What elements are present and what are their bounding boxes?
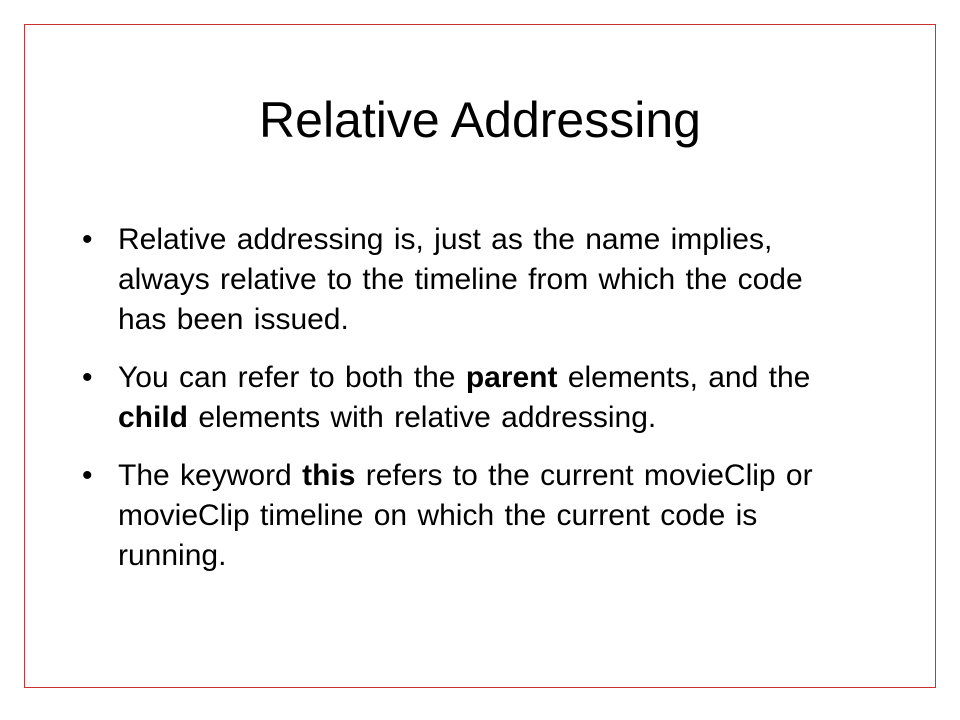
bullet-item — [78, 456, 848, 576]
bullet-item — [78, 220, 848, 340]
bullet-text-emphasis: parent — [465, 361, 558, 394]
bullet-item — [78, 358, 848, 438]
bullet-text-segment: The keyword — [118, 459, 303, 492]
bullet-text — [118, 459, 813, 572]
bullet-text-segment: Relative addressing is, just as the name implies, always relative to the timeline from which the code has been issued. — [118, 223, 803, 336]
bullet-text — [118, 223, 803, 336]
bullet-text-segment: elements, and the — [557, 361, 811, 394]
bullet-marker: • — [82, 459, 93, 492]
bullet-text-segment: elements with relative addressing. — [188, 401, 657, 434]
bullet-marker: • — [82, 223, 93, 256]
bullet-text-segment: refers to the current movieClip or movieClip timeline on which the current code is running. — [118, 459, 813, 572]
bullet-text-segment: You can refer to both the — [118, 361, 466, 394]
bullet-text — [118, 361, 810, 434]
bullet-list — [78, 220, 848, 594]
bullet-marker: • — [82, 361, 93, 394]
slide-title: Relative Addressing — [259, 92, 701, 148]
bullet-text-emphasis: child — [118, 401, 189, 434]
bullet-text-emphasis: this — [302, 459, 356, 492]
